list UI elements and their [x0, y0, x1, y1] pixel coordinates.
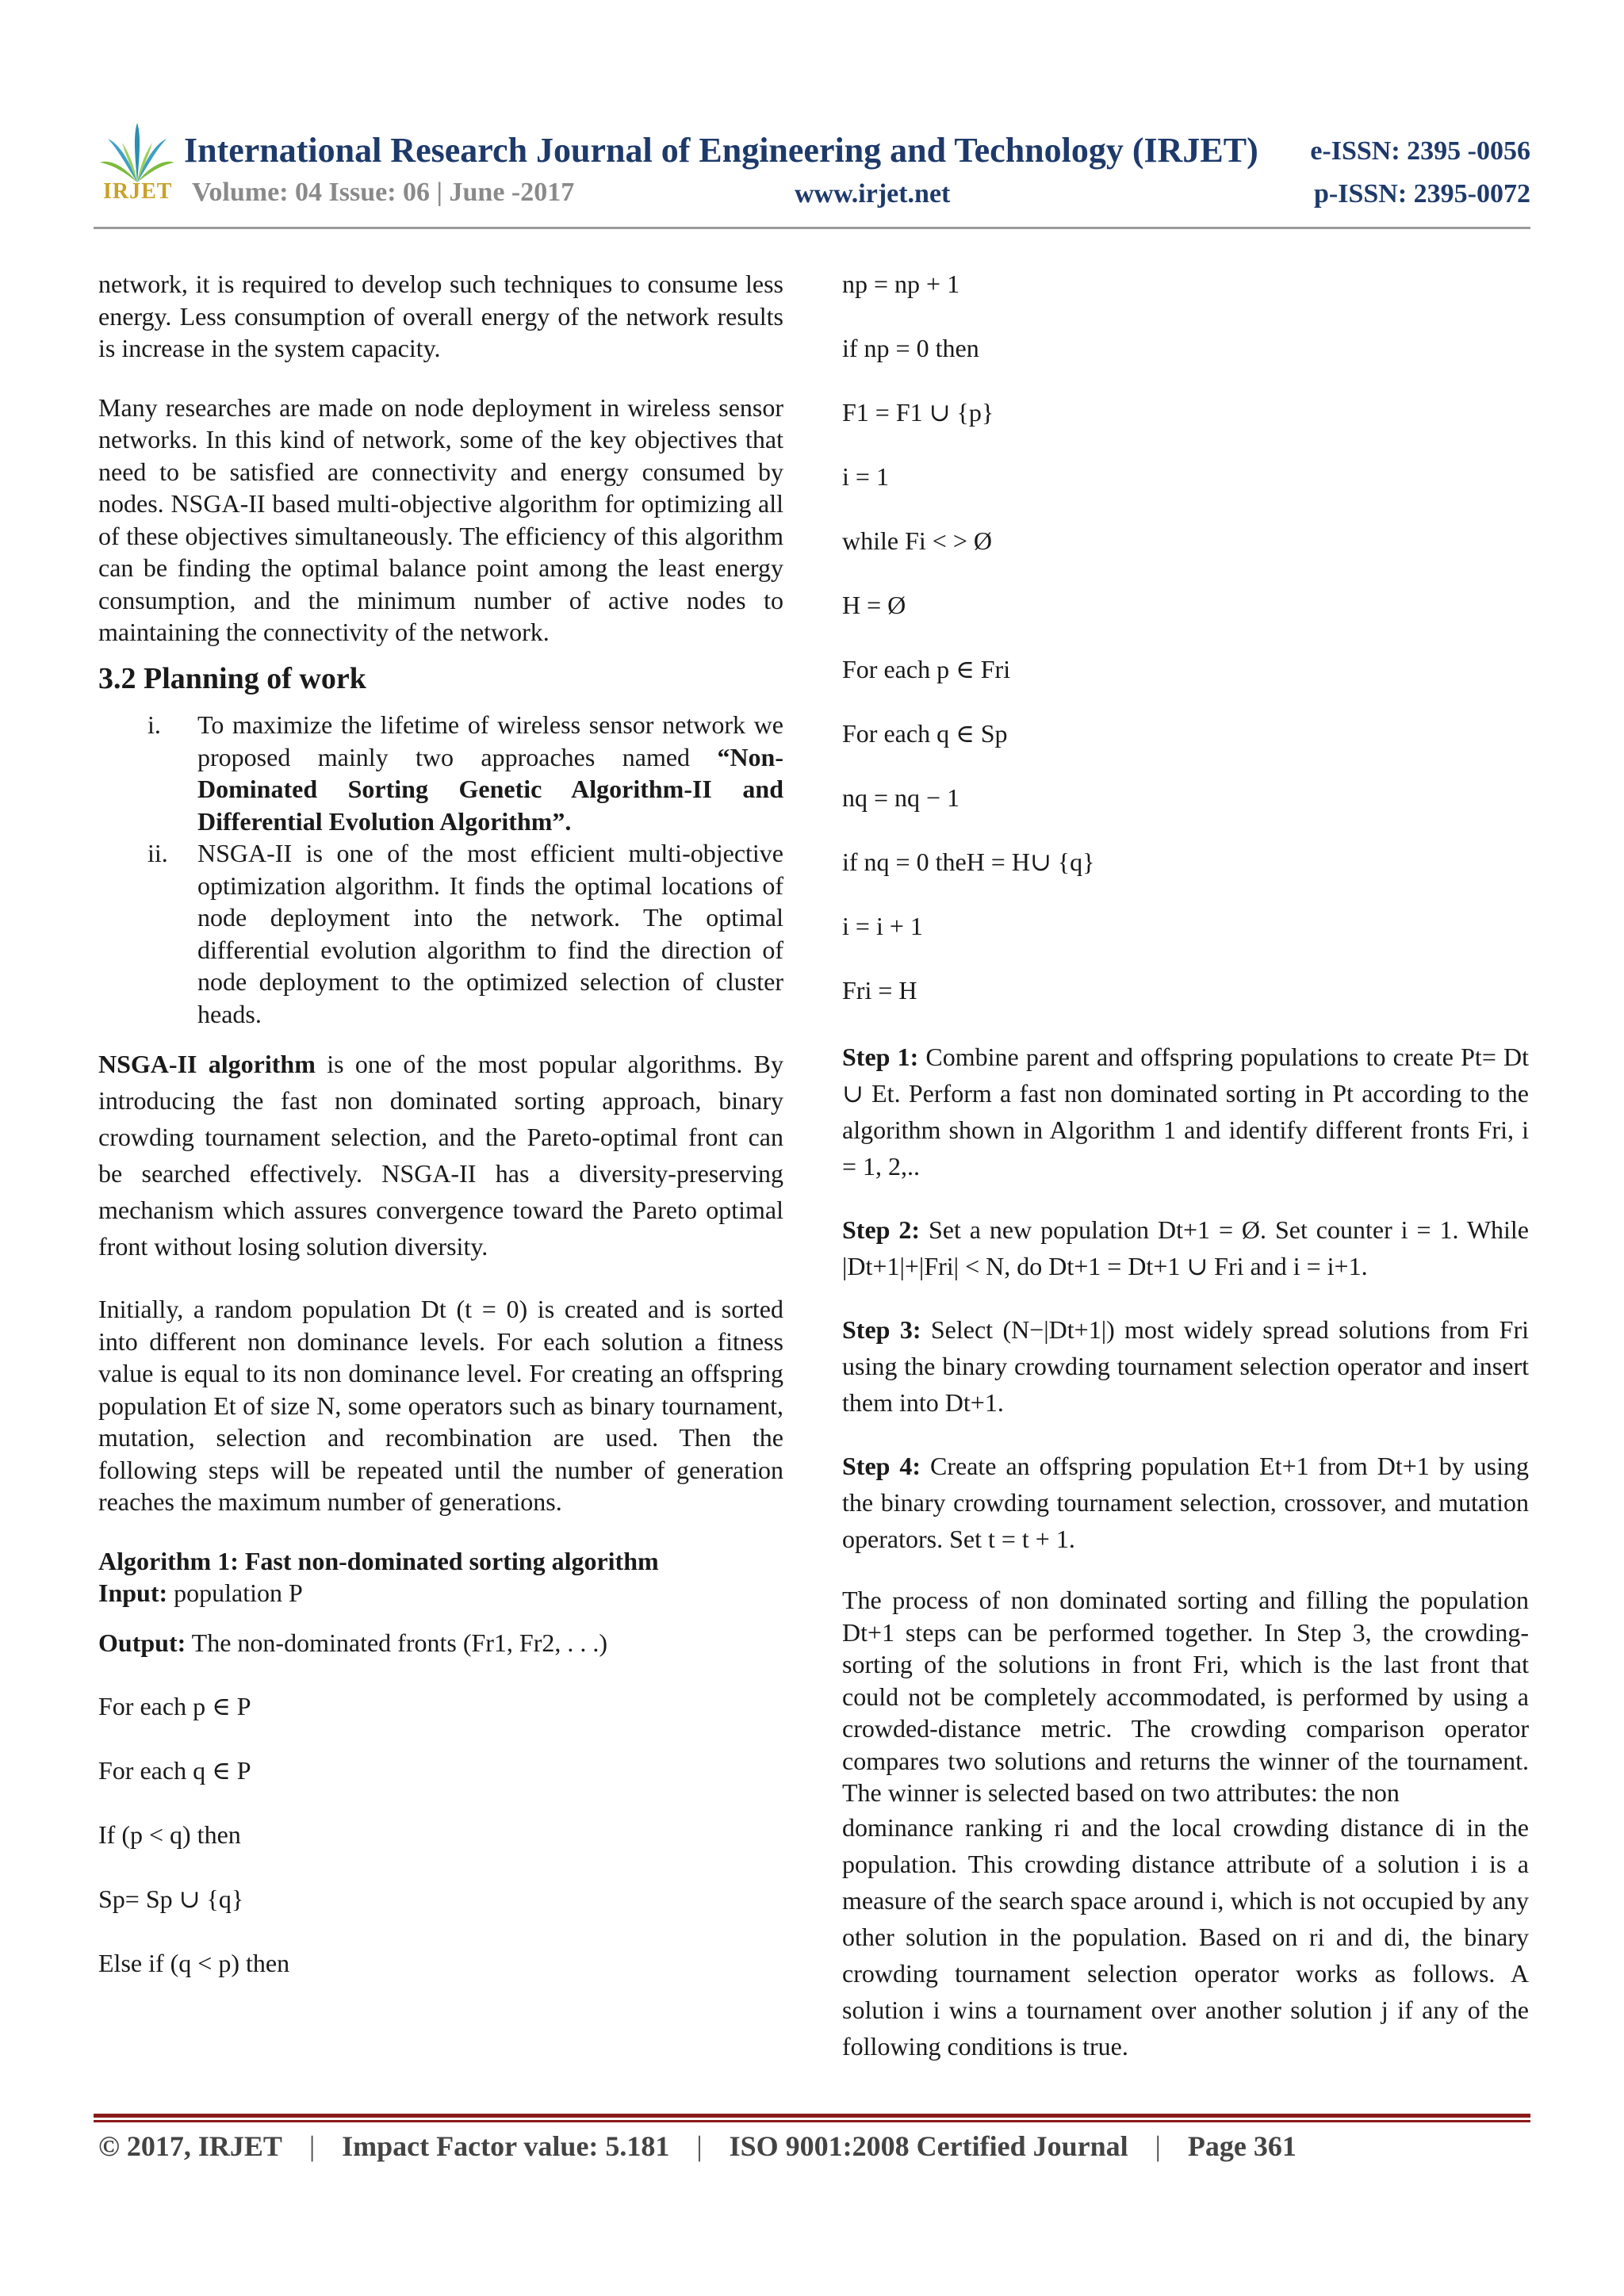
code-line: if np = 0 then: [842, 334, 979, 362]
footer-divider-thick: [94, 2114, 1530, 2118]
term-nsga-ii: NSGA-II algorithm: [98, 1050, 316, 1078]
eissn: e-ISSN: 2395 -0056: [1310, 136, 1530, 166]
code-line: If (p < q) then: [98, 1820, 241, 1849]
code-line: For each p ∈ P: [98, 1692, 251, 1720]
paragraph-crowding-b: dominance ranking ri and the local crowding distance di in the population. This crowding distance attribute of a solution i is a measure of the search space around i, which is not occupied by any other solution in the population. Based on ri and di, the binary crowding tournament selection operator works as follows. A solution i wins a tournament over another solution j if any of the following conditions is true.: [842, 1812, 1529, 2061]
step-text: Select (N−|Dt+1|) most widely spread solutions from Fri using the binary crowding tournament selection operator and insert them into Dt+1.: [842, 1315, 1530, 1417]
section-title: 3.2 Planning of work: [98, 661, 366, 695]
footer-iso: ISO 9001:2008 Certified Journal: [729, 2130, 1128, 2162]
journal-title: International Research Journal of Engineering and Technology (IRJET): [184, 131, 1258, 170]
code-line: Fri = H: [842, 976, 917, 1004]
step-text: Create an offspring population Et+1 from Dt+1 by using the binary crowding tournament selection, crossover, and mutation operators. Set t = t + 1.: [842, 1452, 1530, 1553]
page-footer: [98, 2130, 1297, 2163]
paragraph-nsga-ii: [98, 1046, 783, 1265]
step-label: Step 4:: [842, 1452, 921, 1480]
code-line: if nq = 0 theH = H∪ {q}: [842, 848, 1095, 876]
paragraph-node-deployment: Many researches are made on node deployment in wireless sensor networks. In this kind of network, some of the key objectives that need to be satisfied are connectivity and energy consumed by nodes. NSGA-II based multi-objective algorithm for optimizing all of these objectives simultaneously. The efficiency of this algorithm can be finding the optimal balance point among the least energy consumption, and the minimum number of active nodes to maintaining the connectivity of the network.: [98, 392, 783, 646]
algorithm-code-right: [842, 268, 1529, 1039]
step-text: Combine parent and offspring populations to create Pt= Dt ∪ Et. Perform a fast non dominated sorting in Pt according to the algorithm shown in Algorithm 1 and identify different fronts Fri, i = 1, 2,..: [842, 1043, 1530, 1181]
list-item-number: ii.: [147, 839, 168, 867]
list-item-bold-text: “Non-Dominated Sorting Genetic Algorithm-II and Differential Evolution Algorithm”.: [197, 742, 783, 836]
logo-wordmark: IRJET: [103, 179, 173, 204]
footer-separator: |: [308, 2130, 316, 2162]
footer-divider-thin: [94, 2120, 1530, 2122]
code-line: Sp= Sp ∪ {q}: [98, 1885, 244, 1913]
code-line: For each p ∈ Fri: [842, 655, 1011, 683]
footer-impact-factor: Impact Factor value: 5.181: [342, 2130, 670, 2162]
right-column: [842, 268, 1529, 2064]
algorithm-code-left: [98, 1690, 783, 2011]
pissn: p-ISSN: 2395-0072: [1314, 179, 1530, 209]
step-3: [842, 1311, 1529, 1421]
step-2: [842, 1211, 1529, 1284]
journal-website-link[interactable]: www.irjet.net: [795, 179, 951, 209]
paragraph-intro-continued: network, it is required to develop such techniques to consume less energy. Less consumption of overall energy of the network results is increase in the system capacity.: [98, 270, 783, 362]
list-item: [98, 709, 783, 837]
paragraph-crowding-a: The process of non dominated sorting and filling the population Dt+1 steps can be performed together. In Step 3, the crowding-sorting of the solutions in front Fri, which is the last front that could not be completely accommodated, is performed by using a crowded-distance metric. The crowding comparison operator compares two solutions and returns the winner of the tournament. The winner is selected based on two attributes: the non: [842, 1586, 1529, 1807]
input-text: population P: [167, 1578, 303, 1607]
step-4: [842, 1448, 1529, 1557]
step-text: Set a new population Dt+1 = Ø. Set counter i = 1. While |Dt+1|+|Fri| < N, do Dt+1 = Dt+1 ∪ Fri and i = i+1.: [842, 1215, 1530, 1280]
volume-issue: Volume: 04 Issue: 06 | June -2017: [192, 178, 575, 207]
code-line: while Fi < > Ø: [842, 526, 992, 555]
list-item-text: NSGA-II is one of the most efficient multi-objective optimization algorithm. It finds the optimal locations of node deployment into the network. The optimal differential evolution algorithm to find the direction of node deployment to the optimized selection of cluster heads.: [197, 839, 783, 1028]
code-line: Else if (q < p) then: [98, 1949, 290, 1977]
output-text: The non-dominated fronts (Fr1, Fr2, . . .): [186, 1628, 608, 1657]
step-label: Step 1:: [842, 1043, 919, 1071]
footer-separator: |: [1155, 2130, 1161, 2162]
code-line: i = i + 1: [842, 912, 923, 940]
algorithm-input: [98, 1577, 783, 1609]
list-item-text: To maximize the lifetime of wireless sensor network we proposed mainly two approaches named: [197, 710, 783, 771]
step-label: Step 3:: [842, 1315, 921, 1344]
footer-separator: |: [696, 2130, 703, 2162]
step-1: [842, 1039, 1529, 1184]
paragraph-nsga-ii-text: is one of the most popular algorithms. By introducing the fast non dominated sorting approach, binary crowding tournament selection, and the Pareto-optimal front can be searched effectively. NSGA-II has a diversity-preserving mechanism which assures convergence toward the Pareto optimal front without losing solution diversity.: [98, 1050, 784, 1261]
output-label: Output:: [98, 1628, 186, 1657]
planning-list: [98, 709, 783, 1030]
code-line: i = 1: [842, 462, 889, 491]
code-line: F1 = F1 ∪ {p}: [842, 398, 994, 427]
list-item-number: i.: [147, 710, 161, 739]
step-label: Step 2:: [842, 1215, 921, 1244]
paragraph-initial-population: Initially, a random population Dt (t = 0) is created and is sorted into different non dominance levels. For each solution a fitness value is equal to its non dominance level. For creating an offspring population Et of size N, some operators such as binary tournament, mutation, selection and recombination are used. Then the following steps will be repeated until the number of generation reaches the maximum number of generations.: [98, 1295, 783, 1516]
input-label: Input:: [98, 1578, 168, 1607]
left-column: [98, 268, 783, 2011]
footer-page-number: Page 361: [1187, 2130, 1297, 2162]
code-line: For each q ∈ P: [98, 1756, 251, 1785]
code-line: For each q ∈ Sp: [842, 719, 1008, 748]
algorithm-output: [98, 1627, 783, 1659]
header-divider: [94, 227, 1530, 229]
code-line: H = Ø: [842, 591, 906, 619]
footer-copyright: © 2017, IRJET: [98, 2130, 282, 2162]
algorithm-title: Algorithm 1: Fast non-dominated sorting algorithm: [98, 1546, 659, 1575]
list-item: [98, 837, 783, 1030]
code-line: np = np + 1: [842, 270, 960, 298]
page-header: [94, 111, 1530, 230]
code-line: nq = nq − 1: [842, 783, 960, 812]
